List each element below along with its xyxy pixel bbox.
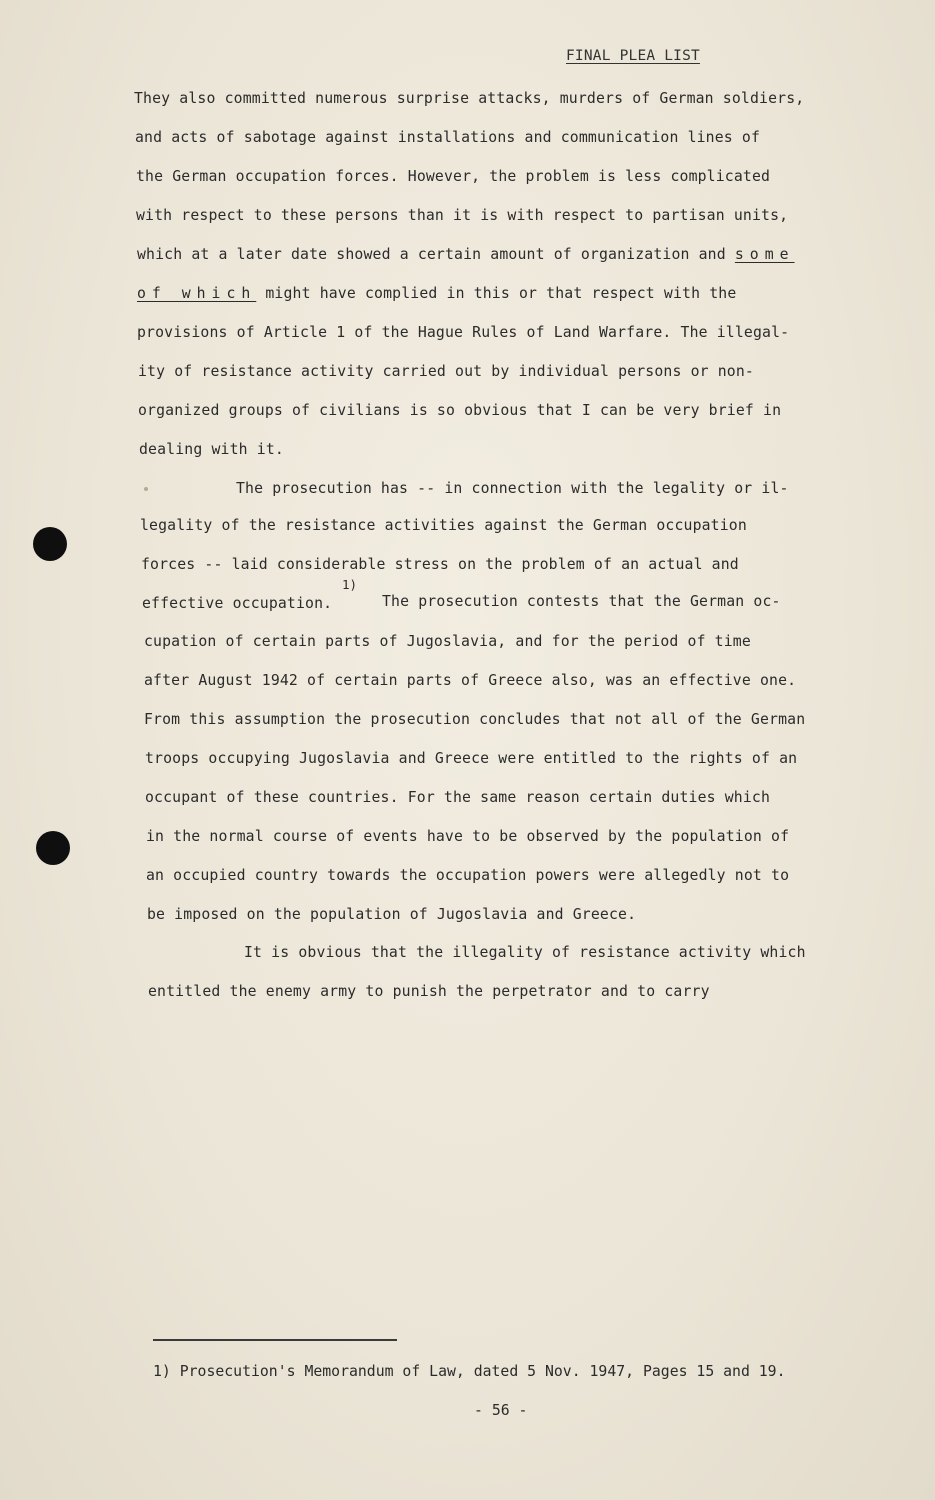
text-line: troops occupying Jugoslavia and Greece were entitled to the rights of an: [145, 750, 798, 767]
text-line: be imposed on the population of Jugoslavia and Greece.: [147, 906, 637, 923]
text-line: [137, 285, 736, 302]
text-segment: which at a later date showed a certain amount of organization and: [137, 246, 726, 263]
text-line: occupant of these countries. For the same reason certain duties which: [145, 789, 771, 806]
footnote: 1) Prosecution's Memorandum of Law, dated 5 Nov. 1947, Pages 15 and 19.: [153, 1363, 786, 1380]
text-line: forces -- laid considerable stress on the problem of an actual and: [141, 556, 739, 573]
spaced-emphasis: some: [734, 246, 795, 263]
text-line: effective occupation.: [142, 595, 333, 612]
punch-hole-top: [33, 527, 67, 561]
text-line: [137, 246, 795, 263]
text-line: cupation of certain parts of Jugoslavia, and for the period of time: [144, 633, 751, 650]
text-line: after August 1942 of certain parts of Greece also, was an effective one.: [144, 672, 797, 689]
text-line: organized groups of civilians is so obvious that I can be very brief in: [138, 402, 782, 419]
text-line: provisions of Article 1 of the Hague Rules of Land Warfare. The illegal-: [137, 324, 790, 341]
text-line: dealing with it.: [139, 441, 284, 458]
text-line: an occupied country towards the occupation powers were allegedly not to: [146, 867, 790, 884]
text-line: and acts of sabotage against installations and communication lines of: [135, 129, 761, 146]
page-number: - 56 -: [474, 1402, 528, 1419]
spaced-emphasis: of which: [137, 285, 257, 302]
text-line: The prosecution has -- in connection with the legality or il-: [236, 480, 789, 497]
text-line: They also committed numerous surprise attacks, murders of German soldiers,: [134, 90, 805, 107]
text-line: legality of the resistance activities against the German occupation: [140, 517, 747, 534]
footnote-divider: [153, 1339, 397, 1341]
page-header: FINAL PLEA LIST: [566, 48, 700, 64]
text-line: It is obvious that the illegality of resistance activity which: [244, 944, 806, 961]
punch-hole-bottom: [36, 831, 70, 865]
text-line: in the normal course of events have to be observed by the population of: [146, 828, 790, 845]
text-line: From this assumption the prosecution concludes that not all of the German: [144, 711, 806, 728]
text-line: entitled the enemy army to punish the perpetrator and to carry: [148, 983, 710, 1000]
text-line: ity of resistance activity carried out by individual persons or non-: [138, 363, 754, 380]
paper-speck: [144, 487, 148, 491]
text-line: the German occupation forces. However, the problem is less complicated: [136, 168, 771, 185]
text-line: The prosecution contests that the German oc-: [382, 593, 781, 610]
text-line: with respect to these persons than it is with respect to partisan units,: [136, 207, 789, 224]
text-segment: might have complied in this or that respect with the: [265, 285, 737, 302]
footnote-reference: 1): [342, 577, 358, 592]
